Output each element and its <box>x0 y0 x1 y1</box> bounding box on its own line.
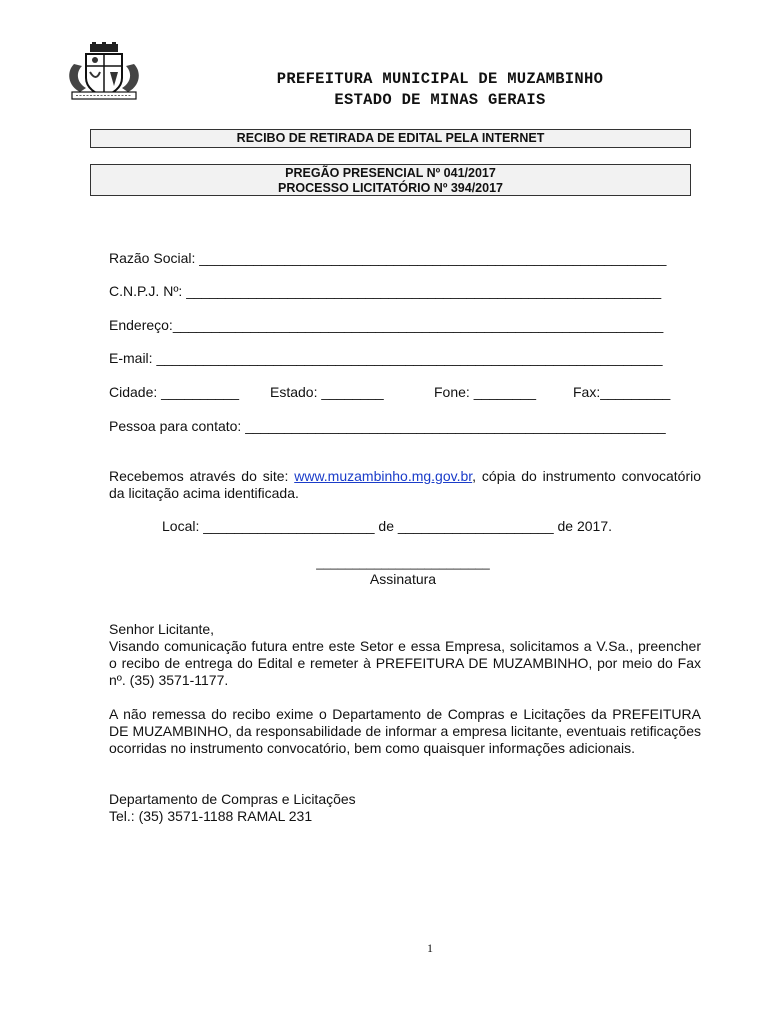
receipt-banner <box>90 129 691 148</box>
notice-paragraph-2: A não remessa do recibo exime o Departamento de Compras e Licitações da PREFEITURA DE MUZAMBINHO, da responsabilidade de informar a empresa licitante, eventuais retificações ocorridas no instrumento convocatório, bem como quaisquer informações adicionais. <box>109 706 701 756</box>
department-name: Departamento de Compras e Licitações <box>109 791 356 807</box>
signature-label: Assinatura <box>369 571 437 587</box>
field-email[interactable]: E-mail: _________________________________________________________________ <box>109 350 663 366</box>
field-razao-social[interactable]: Razão Social: ____________________________________________________________ <box>109 250 667 266</box>
municipal-crest-logo <box>66 42 142 106</box>
notice-greeting: Senhor Licitante, <box>109 621 215 637</box>
field-cidade[interactable]: Cidade: __________ <box>109 384 240 400</box>
field-endereco[interactable]: Endereço:_______________________________________________________________ <box>109 317 664 333</box>
receipt-text-after: , cópia do instrumento convocatório da licitação acima identificada. <box>109 468 701 501</box>
notice-paragraph-1: Visando comunicação futura entre este Setor e essa Empresa, solicitamos a V.Sa., preencher o recibo de entrega do Edital e remeter à PREFEITURA DE MUZAMBINHO, por meio do Fax nº. (35) 3571-1177. <box>109 638 701 688</box>
process-line-pregao: PREGÃO PRESENCIAL Nº 041/2017 <box>285 166 496 180</box>
header-title: PREFEITURA MUNICIPAL DE MUZAMBINHO <box>276 70 604 88</box>
signature-line[interactable]: ________________________ <box>316 555 490 570</box>
page-number: 1 <box>427 941 433 955</box>
field-pessoa-contato[interactable]: Pessoa para contato: ______________________________________________________ <box>109 418 666 434</box>
department-phone: Tel.: (35) 3571-1188 RAMAL 231 <box>109 808 313 824</box>
field-fax[interactable]: Fax:_________ <box>573 384 671 400</box>
field-fone[interactable]: Fone: ________ <box>434 384 536 400</box>
process-box <box>90 164 691 196</box>
receipt-banner-title: RECIBO DE RETIRADA DE EDITAL PELA INTERNET <box>236 131 545 145</box>
process-line-licitatorio: PROCESSO LICITATÓRIO Nº 394/2017 <box>278 180 503 195</box>
field-cnpj[interactable]: C.N.P.J. Nº: _____________________________________________________________ <box>109 283 662 299</box>
field-estado[interactable]: Estado: ________ <box>270 384 384 400</box>
local-date-line[interactable]: Local: ______________________ de ____________________ de 2017. <box>162 518 613 534</box>
receipt-text-before: Recebemos através do site: <box>109 468 295 484</box>
receipt-statement <box>109 468 701 502</box>
site-link[interactable]: www.muzambinho.mg.gov.br <box>294 468 473 484</box>
header-subtitle: ESTADO DE MINAS GERAIS <box>334 91 546 109</box>
